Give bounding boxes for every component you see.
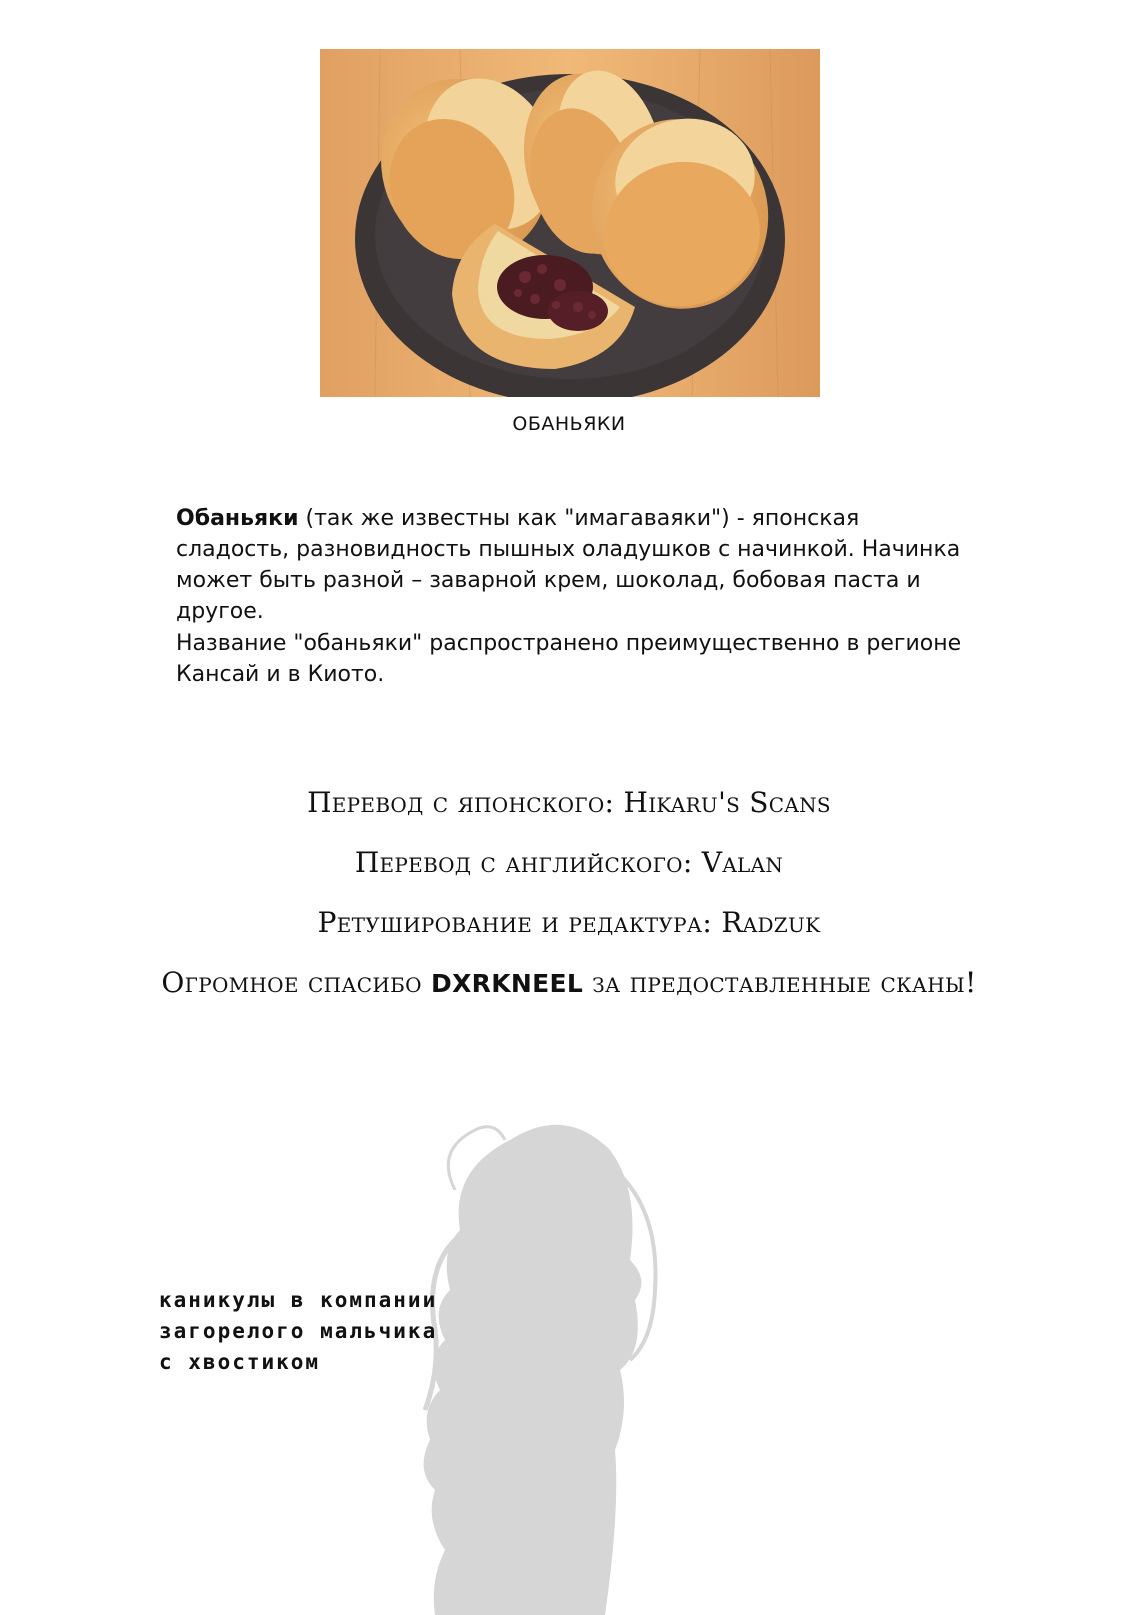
series-title-line-1: каникулы в компании bbox=[159, 1288, 438, 1312]
thanks-before: Огромное спасибо bbox=[161, 966, 432, 999]
credit-english-translation bbox=[0, 846, 1138, 879]
character-silhouette bbox=[415, 1110, 675, 1615]
description-paragraph bbox=[176, 503, 976, 627]
credit-edit-label: Ретуширование и редактура: bbox=[317, 906, 722, 939]
credit-jp-value: Hikaru's Scans bbox=[623, 786, 831, 819]
credit-japanese-translation bbox=[0, 786, 1138, 819]
credit-editing bbox=[0, 906, 1138, 939]
series-title-line-3: с хвостиком bbox=[159, 1350, 321, 1374]
series-title-line-2: загорелого мальчика bbox=[159, 1319, 438, 1343]
credit-en-label: Перевод с английского: bbox=[354, 846, 702, 879]
description-term: Обаньяки bbox=[176, 506, 299, 531]
photo-caption: ОБАНЬЯКИ bbox=[512, 413, 626, 435]
thanks-name: DXRKNEEL bbox=[431, 969, 584, 998]
credit-jp-label: Перевод с японского: bbox=[307, 786, 624, 819]
credit-thanks bbox=[0, 966, 1138, 999]
credit-en-value: Valan bbox=[701, 846, 784, 879]
thanks-after: за предоставленные сканы! bbox=[583, 966, 977, 999]
obanyaki-photo bbox=[320, 49, 820, 397]
series-title bbox=[159, 1285, 437, 1378]
credit-edit-value: Radzuk bbox=[721, 906, 821, 939]
region-paragraph: Название "обаньяки" распространено преимущественно в регионе Кансай и в Киото. bbox=[176, 631, 962, 687]
description-text: (так же известны как "имагаваяки") - японская сладость, разновидность пышных оладушков с начинкой. Начинка может быть разной – заварной крем, шоколад, бобовая паста и другое. bbox=[176, 506, 961, 624]
